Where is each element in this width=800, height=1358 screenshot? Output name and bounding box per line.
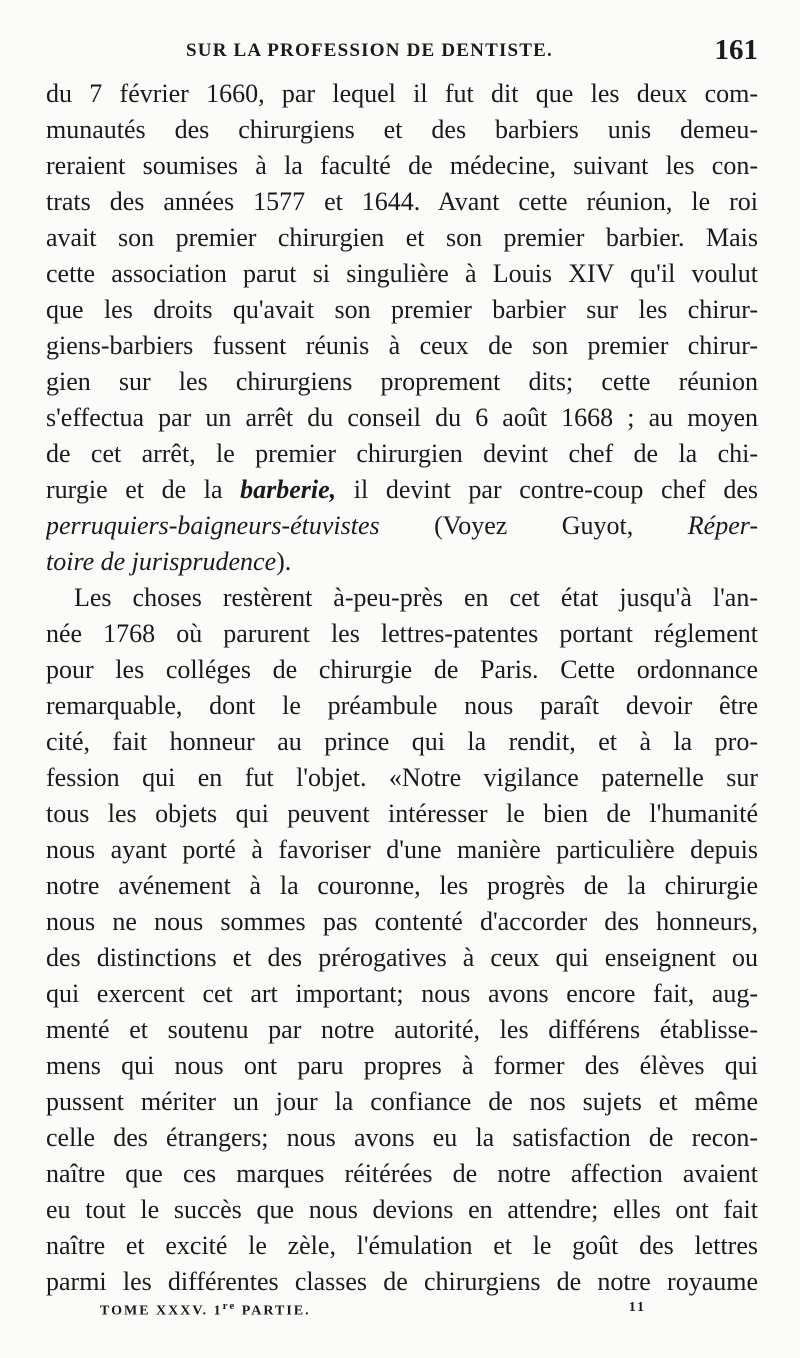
text-fragment: il devint par contre-coup chef des [336,475,758,504]
text-line: que les droits qu'avait son premier barbier sur les chirur- [46,295,758,324]
page-number: 161 [714,34,758,66]
text-fragment: ). [276,547,292,576]
text-line: munautés des chirurgiens et des barbiers unis demeu- [46,115,758,144]
italic-term: perruquiers-baigneurs-étuvistes [46,511,380,540]
text-line: celle des étrangers; nous avons eu la satisfaction de recon- [46,1123,758,1152]
text-line: de cet arrêt, le premier chirurgien devint chef de la chi- [46,439,758,468]
signature-mark [100,1300,311,1320]
text-line: nous ayant porté à favoriser d'une manière particulière depuis [46,835,758,864]
text-line: menté et soutenu par notre autorité, les différens établisse- [46,1015,758,1044]
text-line: s'effectua par un arrêt du conseil du 6 août 1668 ; au moyen [46,403,758,432]
text-line: remarquable, dont le préambule nous paraît devoir être [46,691,758,720]
italic-title: toire de jurisprudence [46,547,277,576]
text-line: du 7 février 1660, par lequel il fut dit que les deux com- [46,79,758,108]
text-line: reraient soumises à la faculté de médecine, suivant les con- [46,151,758,180]
text-line: pussent mériter un jour la confiance de nos sujets et même [46,1087,758,1116]
text-fragment: rurgie et de la [46,475,241,504]
text-line: naître et excité le zèle, l'émulation et le goût des lettres [46,1231,758,1260]
text-line [46,508,758,544]
running-head [46,30,762,70]
sheet-mark: 11 [628,1300,646,1315]
text-line: mens qui nous ont paru propres à former des élèves qui [46,1051,758,1080]
text-line: pour les colléges de chirurgie de Paris. Cette ordonnance [46,655,758,684]
running-title: SUR LA PROFESSION DE DENTISTE. [186,40,554,61]
text-line: des distinctions et des prérogatives à ceux qui enseignent ou [46,943,758,972]
text-line: avait son premier chirurgien et son premier barbier. Mais [46,223,758,252]
body-text [46,76,758,1300]
signature-text: TOME XXXV. 1 [100,1303,223,1319]
text-fragment: (Voyez Guyot, [379,511,688,540]
text-line [46,544,758,580]
text-line: tous les objets qui peuvent intéresser le bien de l'humanité [46,799,758,828]
text-line: giens-barbiers fussent réunis à ceux de son premier chirur- [46,331,758,360]
text-line: qui exercent cet art important; nous avons encore fait, aug- [46,979,758,1008]
text-line [46,472,758,508]
text-line: gien sur les chirurgiens proprement dits; cette réunion [46,367,758,396]
italic-title: Réper- [687,511,758,540]
text-line: cette association parut si singulière à Louis XIV qu'il voulut [46,259,758,288]
italic-term: barberie, [240,475,337,504]
text-line: fession qui en fut l'objet. «Notre vigilance paternelle sur [46,763,758,792]
signature-superscript: re [222,1300,237,1312]
text-line: nous ne nous sommes pas contenté d'accorder des honneurs, [46,907,758,936]
text-line: cité, fait honneur au prince qui la rendit, et à la pro- [46,727,758,756]
text-line: notre avénement à la couronne, les progrès de la chirurgie [46,871,758,900]
text-line: eu tout le succès que nous devions en attendre; elles ont fait [46,1195,758,1224]
paragraph-start-line: Les choses restèrent à-peu-près en cet état jusqu'à l'an- [74,583,758,612]
text-line: naître que ces marques réitérées de notre affection avaient [46,1159,758,1188]
text-line: née 1768 où parurent les lettres-patentes portant réglement [46,619,758,648]
text-line: trats des années 1577 et 1644. Avant cette réunion, le roi [46,187,758,216]
signature-text: PARTIE. [236,1303,311,1319]
text-line: parmi les différentes classes de chirurgiens de notre royaume [46,1267,758,1296]
page-footer [100,1294,660,1324]
